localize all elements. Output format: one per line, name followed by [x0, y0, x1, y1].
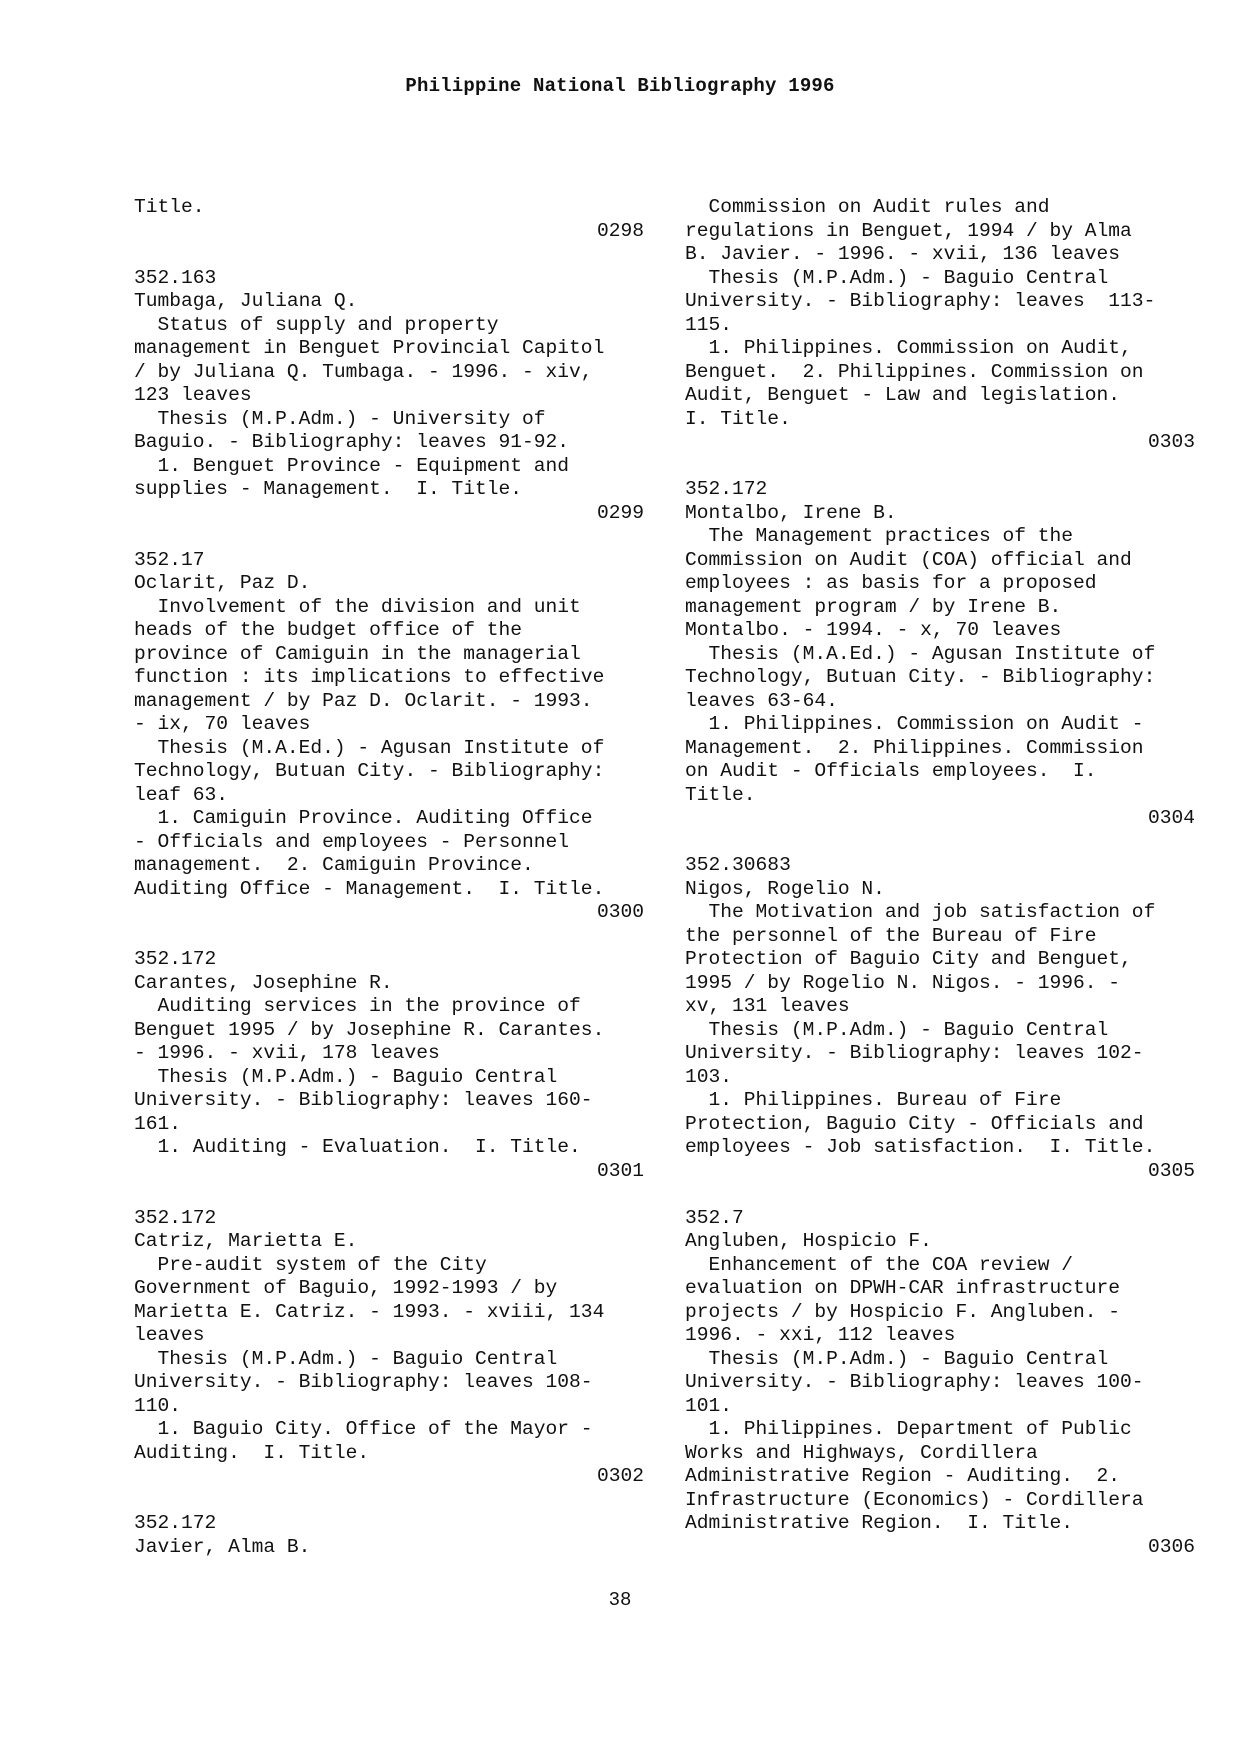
entry-line: Thesis (M.P.Adm.) - University of: [134, 407, 546, 430]
entry-line: supplies - Management. I. Title.: [134, 478, 523, 500]
entry-line: Commission on Audit rules and: [685, 196, 1050, 218]
entry-line: 1. Philippines. Commission on Audit -: [685, 713, 1144, 735]
entry-line: Thesis (M.P.Adm.) - Baguio Central: [134, 1347, 558, 1370]
entry-line: University. - Bibliography: leaves 108-: [134, 1371, 593, 1393]
entry-line: management in Benguet Provincial Capitol: [134, 337, 605, 359]
entry-line: 103.: [685, 1065, 733, 1088]
entry-line: regulations in Benguet, 1994 / by Alma: [685, 219, 1132, 242]
entry-line: Thesis (M.A.Ed.) - Agusan Institute of: [685, 642, 1156, 665]
entry-line: the personnel of the Bureau of Fire: [685, 924, 1097, 947]
entry-line: Thesis (M.P.Adm.) - Baguio Central: [134, 1065, 558, 1088]
entry-line: 115.: [685, 313, 733, 336]
entry-line: Baguio. - Bibliography: leaves 91-92.: [134, 431, 570, 453]
entry-line: University. - Bibliography: leaves 100-: [685, 1371, 1144, 1393]
entry-line: Pre-audit system of the City: [134, 1253, 487, 1276]
entry-line: 352.30683: [685, 854, 791, 876]
entry-line: 352.172: [134, 948, 217, 970]
entry-line: 352.172: [134, 1512, 217, 1534]
entry-line: The Motivation and job satisfaction of: [685, 901, 1156, 923]
entry-line: Marietta E. Catriz. - 1993. - xviii, 134: [134, 1300, 605, 1323]
entry-number: 0305: [1147, 1159, 1195, 1182]
entry-number: 0304: [1147, 807, 1195, 829]
right-column: [685, 196, 1195, 1559]
entry-line: 110.: [134, 1394, 182, 1417]
entry-line: 352.163: [134, 266, 217, 289]
entry-line: Nigos, Rogelio N.: [685, 877, 885, 900]
entry-line: University. - Bibliography: leaves 102-: [685, 1042, 1144, 1064]
entry-line: Administrative Region. I. Title.: [685, 1512, 1074, 1534]
entry-line: 1. Camiguin Province. Auditing Office: [134, 807, 593, 829]
entry-line: I. Title.: [685, 407, 791, 430]
entry-line: Benguet. 2. Philippines. Commission on: [685, 360, 1144, 383]
entry-line: 352.172: [134, 1206, 217, 1229]
entry-line: Javier, Alma B.: [134, 1535, 311, 1558]
entry-line: Administrative Region - Auditing. 2.: [685, 1465, 1121, 1487]
entry-line: heads of the budget office of the: [134, 619, 523, 641]
entry-line: B. Javier. - 1996. - xvii, 136 leaves: [685, 243, 1121, 265]
entry-line: Thesis (M.P.Adm.) - Baguio Central: [685, 266, 1109, 289]
entry-line: 101.: [685, 1394, 733, 1417]
entry-separator: [134, 1489, 644, 1513]
entry-line: Government of Baguio, 1992-1993 / by: [134, 1277, 558, 1299]
entry-line: Catriz, Marietta E.: [134, 1230, 358, 1252]
page-header-title: Philippine National Bibliography 1996: [405, 75, 835, 97]
entry-line: Angluben, Hospicio F.: [685, 1230, 932, 1252]
entry-number: 0298: [596, 219, 644, 242]
entry-line: University. - Bibliography: leaves 160-: [134, 1089, 593, 1111]
entry-line: Carantes, Josephine R.: [134, 971, 393, 994]
entry-line: management. 2. Camiguin Province.: [134, 854, 534, 876]
entry-separator: [685, 1183, 1195, 1207]
entry-line: leaves 63-64.: [685, 689, 838, 712]
entry-line: 352.7: [685, 1206, 744, 1229]
entry-line: Thesis (M.A.Ed.) - Agusan Institute of: [134, 736, 605, 759]
entry-line: Infrastructure (Economics) - Cordillera: [685, 1488, 1144, 1511]
entry-line: management / by Paz D. Oclarit. - 1993.: [134, 689, 593, 712]
entry-line: - 1996. - xvii, 178 leaves: [134, 1042, 440, 1064]
page-number: 38: [608, 1589, 632, 1611]
entry-line: The Management practices of the: [685, 525, 1074, 547]
entry-line: Involvement of the division and unit: [134, 595, 581, 618]
entry-separator: [134, 1183, 644, 1207]
entry-line: province of Camiguin in the managerial: [134, 642, 581, 665]
entry-line: University. - Bibliography: leaves 113-: [685, 290, 1156, 312]
entry-line: Title.: [685, 783, 756, 806]
entry-number: 0300: [596, 901, 644, 923]
entry-line: leaves: [134, 1324, 205, 1346]
entry-number: 0302: [596, 1465, 644, 1487]
entry-line: Management. 2. Philippines. Commission: [685, 736, 1144, 759]
entry-number: 0306: [1147, 1535, 1195, 1558]
entry-line: Oclarit, Paz D.: [134, 572, 311, 594]
entry-line: Montalbo. - 1994. - x, 70 leaves: [685, 619, 1062, 641]
entry-line: Montalbo, Irene B.: [685, 501, 897, 524]
entry-line: 1. Philippines. Bureau of Fire: [685, 1089, 1062, 1111]
entry-separator: [134, 925, 644, 949]
entry-line: / by Juliana Q. Tumbaga. - 1996. - xiv,: [134, 360, 593, 383]
entry-line: 123 leaves: [134, 384, 252, 406]
entry-line: Audit, Benguet - Law and legislation.: [685, 384, 1121, 406]
entry-line: on Audit - Officials employees. I.: [685, 760, 1097, 782]
entry-line: Tumbaga, Juliana Q.: [134, 290, 358, 312]
entry-line: 1. Baguio City. Office of the Mayor -: [134, 1418, 593, 1440]
entry-line: 1996. - xxi, 112 leaves: [685, 1324, 956, 1346]
entry-line: 1. Auditing - Evaluation. I. Title.: [134, 1136, 581, 1158]
entry-line: Auditing services in the province of: [134, 995, 581, 1017]
entry-separator: [685, 831, 1195, 855]
entry-line: Protection of Baguio City and Benguet,: [685, 948, 1132, 970]
entry-line: leaf 63.: [134, 783, 229, 806]
entry-line: Works and Highways, Cordillera: [685, 1441, 1038, 1464]
entry-line: employees - Job satisfaction. I. Title.: [685, 1136, 1156, 1158]
entry-line: Status of supply and property: [134, 313, 499, 336]
entry-line: Commission on Audit (COA) official and: [685, 548, 1132, 571]
entry-line: 352.172: [685, 478, 768, 500]
entry-line: 1. Philippines. Commission on Audit,: [685, 337, 1132, 359]
entry-line: 1. Benguet Province - Equipment and: [134, 454, 570, 477]
entry-line: Technology, Butuan City. - Bibliography:: [134, 760, 605, 782]
entry-line: Title.: [134, 196, 205, 218]
entry-line: Auditing Office - Management. I. Title.: [134, 877, 605, 900]
entry-line: xv, 131 leaves: [685, 995, 850, 1017]
entry-line: - ix, 70 leaves: [134, 713, 311, 735]
entry-line: 1995 / by Rogelio N. Nigos. - 1996. -: [685, 971, 1121, 994]
entry-line: Auditing. I. Title.: [134, 1441, 370, 1464]
entry-line: 352.17: [134, 548, 205, 571]
entry-line: Protection, Baguio City - Officials and: [685, 1112, 1144, 1135]
entry-line: management program / by Irene B.: [685, 595, 1062, 618]
entry-line: Enhancement of the COA review /: [685, 1253, 1074, 1276]
entry-line: employees : as basis for a proposed: [685, 572, 1097, 594]
entry-line: Thesis (M.P.Adm.) - Baguio Central: [685, 1347, 1109, 1370]
entry-line: Technology, Butuan City. - Bibliography:: [685, 666, 1156, 688]
left-column: [134, 196, 644, 1559]
entry-line: projects / by Hospicio F. Angluben. -: [685, 1300, 1121, 1323]
entry-separator: [134, 243, 644, 267]
entry-number: 0299: [596, 501, 644, 524]
entry-separator: [134, 525, 644, 549]
entry-line: 161.: [134, 1112, 182, 1135]
entry-line: - Officials and employees - Personnel: [134, 830, 570, 853]
entry-line: function : its implications to effective: [134, 666, 605, 688]
entry-line: Benguet 1995 / by Josephine R. Carantes.: [134, 1018, 605, 1041]
entry-line: Thesis (M.P.Adm.) - Baguio Central: [685, 1018, 1109, 1041]
entry-separator: [685, 455, 1195, 479]
entry-line: 1. Philippines. Department of Public: [685, 1418, 1132, 1440]
entry-number: 0303: [1147, 431, 1195, 453]
entry-line: evaluation on DPWH-CAR infrastructure: [685, 1277, 1121, 1299]
entry-number: 0301: [596, 1159, 644, 1182]
